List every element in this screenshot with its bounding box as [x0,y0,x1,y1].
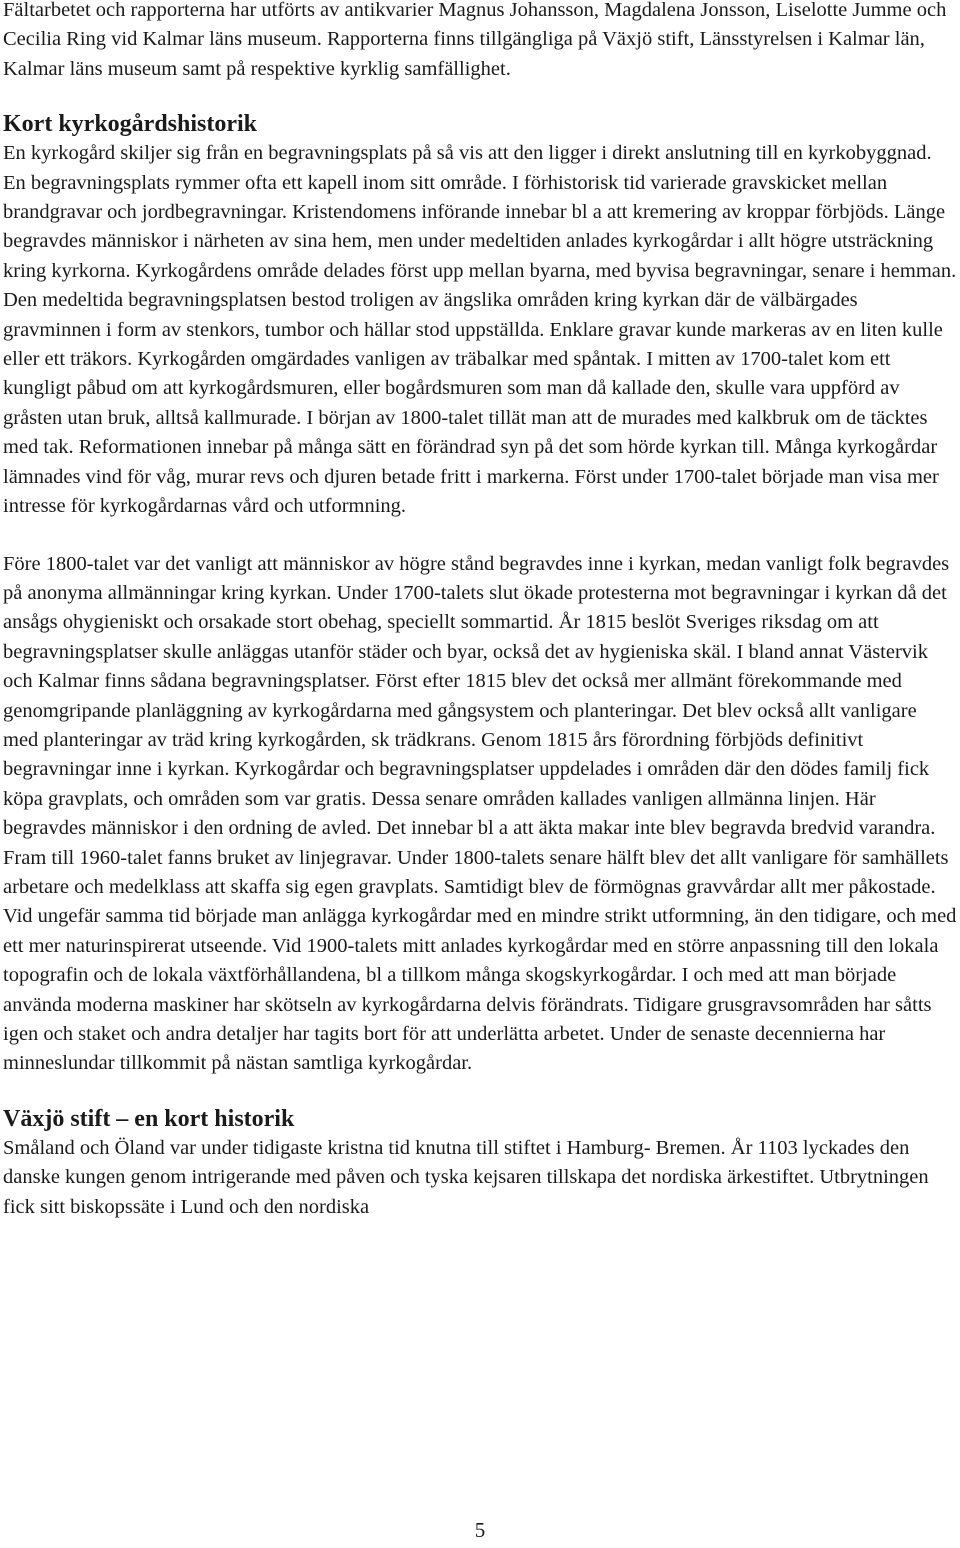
body-paragraph: Småland och Öland var under tidigaste kristna tid knutna till stiftet i Hamburg- Bremen. År 1103 lyckades den danske kungen genom intrigerande med påven och tyska kejsaren tillskapa det nordiska ärkestiftet. Utbrytningen fick sitt biskopssäte i Lund och den nordiska [3,1136,929,1218]
page-number: 5 [474,1518,486,1542]
section-heading-vaxjo-stift: Växjö stift – en kort historik [3,1105,295,1132]
body-paragraph: Före 1800-talet var det vanligt att människor av högre stånd begravdes inne i kyrkan, medan vanligt folk begravdes på anonyma allmänningar kring kyrkan. Under 1700-talets slut ökade protesterna mot begravningar i kyrkan då det ansågs ohygieniskt och orsakade stort obehag, speciellt sommartid. År 1815 beslöt Sveriges riksdag om att begravningsplatser skulle anläggas utanför städer och byar, också det av hygieniska skäl. I bland annat Västervik och Kalmar finns sådana begravningsplatser. Först efter 1815 blev det också mer allmänt förekommande med genomgripande planläggning av kyrkogårdarna med gångsystem och planteringar. Det blev också allt vanligare med planteringar av träd kring kyrkogården, sk trädkrans. Genom 1815 års förordning förbjöds definitivt begravningar inne i kyrkan. Kyrkogårdar och begravningsplatser uppdelades i områden där den dödes familj fick köpa gravplats, och områden som var gratis. Dessa senare områden kallades vanligen allmänna linjen. Här begravdes människor i den ordning de avled. Det innebar bl a att äkta makar inte blev begravda bredvid varandra. Fram till 1960-talet fanns bruket av linjegravar. Under 1800-talets senare hälft blev det allt vanligare för samhällets arbetare och medelklass att skaffa sig egen gravplats. Samtidigt blev de förmögnas gravvårdar allt mer påkostade. Vid ungefär samma tid började man anlägga kyrkogårdar med en mindre strikt utformning, än den tidigare, och med ett mer naturinspirerat utseende. Vid 1900-talets mitt anlades kyrkogårdar med en större anpassning till den lokala topografin och de lokala växtförhållandena, bl a tillkom många skogskyrkogårdar. I och med att man började använda moderna maskiner har skötseln av kyrkogårdarna delvis förändrats. Tidigare grusgravsområden har såtts igen och staket och andra detaljer har tagits bort för att underlätta arbetet. Under de senaste decennierna har minneslundar tillkommit på nästan samtliga kyrkogårdar. [3,552,957,1075]
intro-paragraph: Fältarbetet och rapporterna har utförts av antikvarier Magnus Johansson, Magdalena Jonsson, Liselotte Jumme och Cecilia Ring vid Kalmar läns museum. Rapporterna finns tillgängliga på Växjö stift, Länsstyrelsen i Kalmar län, Kalmar läns museum samt på respektive kyrklig samfällighet. [3,0,947,80]
section-heading-kyrkogardshistorik: Kort kyrkogårdshistorik [3,111,258,138]
document-page [3,0,957,1222]
body-paragraph: En kyrkogård skiljer sig från en begravningsplats på så vis att den ligger i direkt anslutning till en kyrkobyggnad. En begravningsplats rymmer ofta ett kapell inom sitt område. I förhistorisk tid varierade gravskicket mellan brandgravar och jordbegravningar. Kristendomens införande innebar bl a att kremering av kroppar förbjöds. Länge begravdes människor i närheten av sina hem, men under medeltiden anlades kyrkogårdar i allt högre utsträckning kring kyrkorna. Kyrkogårdens område delades först upp mellan byarna, med byvisa begravningar, senare i hemman. Den medeltida begravningsplatsen bestod troligen av ängslika områden kring kyrkan där de välbärgades gravminnen i form av stenkors, tumbor och hällar stod uppställda. Enklare gravar kunde markeras av en liten kulle eller ett träkors. Kyrkogården omgärdades vanligen av träbalkar med spåntak. I mitten av 1700-talet kom ett kungligt påbud om att kyrkogårdsmuren, eller bogårdsmuren som man då kallade den, skulle vara uppförd av gråsten utan bruk, alltså kallmurade. I början av 1800-talet tillät man att de murades med kalkbruk om de täcktes med tak. Reformationen innebar på många sätt en förändrad syn på det som hörde kyrkan till. Många kyrkogårdar lämnades vind för våg, murar revs och djuren betade fritt i markerna. Först under 1700-talet började man visa mer intresse för kyrkogårdarnas vård och utformning. [3,142,957,518]
